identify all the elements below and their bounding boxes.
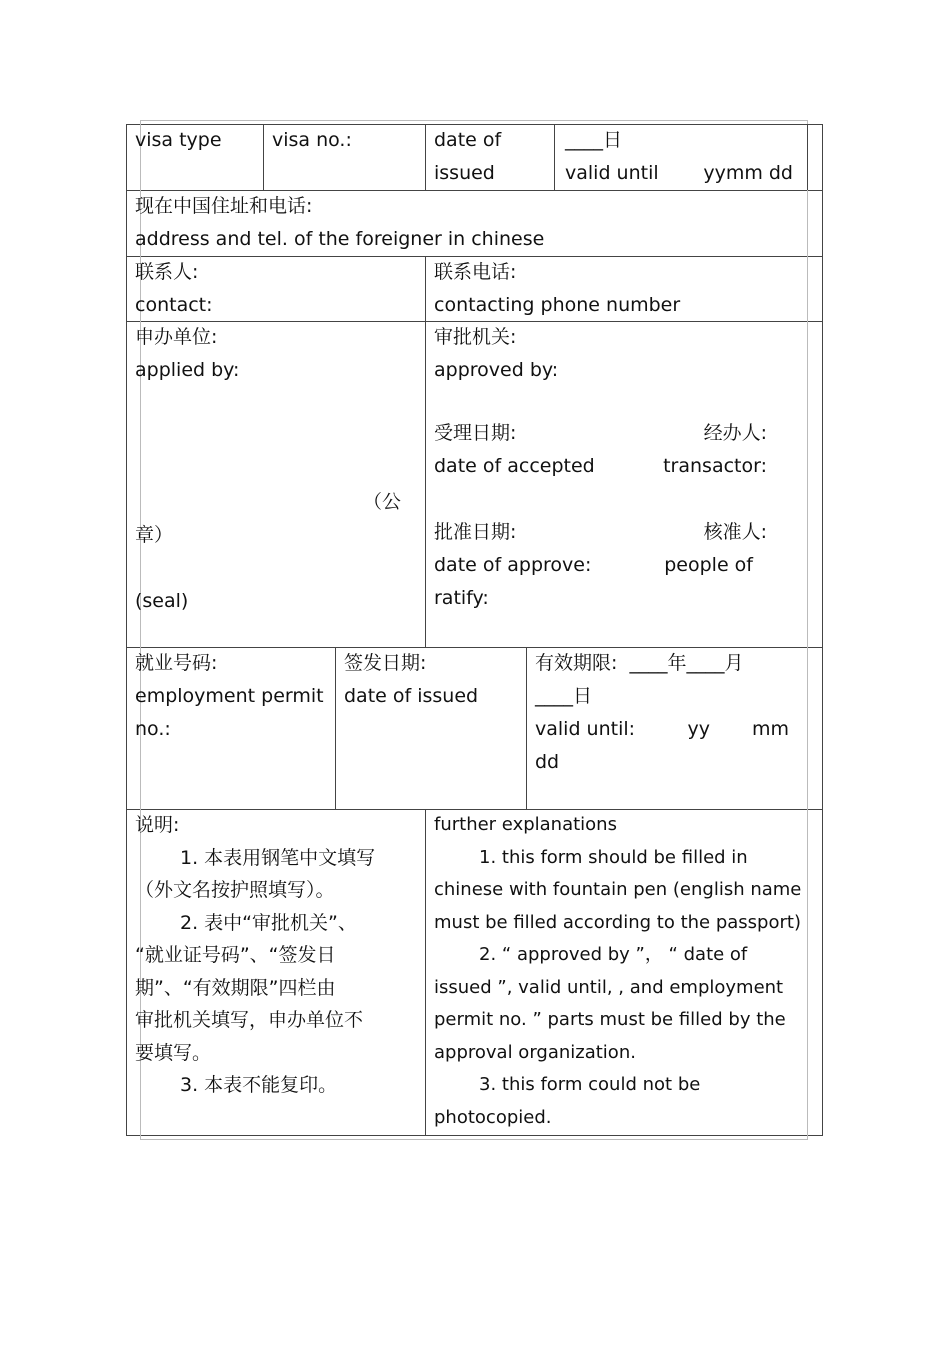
approved-by-cell (426, 321, 807, 647)
visa-type-cell (127, 124, 263, 190)
validity-label-cn: 有效期限: (535, 652, 618, 674)
address-label-en: address and tel. of the foreigner in chinese (135, 228, 545, 250)
seal-label-cn-1: （公 (362, 491, 401, 513)
note-cn-1a: 1. 本表用钢笔中文填写 (180, 846, 376, 869)
address-cell (127, 190, 822, 256)
valid-until-label: valid until (565, 162, 659, 184)
note-en-1b: chinese with fountain pen (english name (434, 879, 802, 900)
note-en-2a: 2. “ approved by ”， “ date of (479, 944, 748, 965)
permit-no-label-en-2: no.: (135, 718, 171, 740)
date-issued-label-2: issued (434, 162, 495, 184)
notes-en-cell (426, 809, 822, 1135)
applied-by-label-cn: 申办单位: (135, 326, 218, 348)
validity-day-blank: ____日 (535, 685, 593, 707)
col-divider (807, 124, 808, 190)
permit-no-label-en-1: employment permit (135, 685, 324, 707)
permit-no-label-cn: 就业号码: (135, 652, 218, 674)
validity-dd: dd (535, 751, 560, 773)
table-border-bottom (126, 1135, 823, 1136)
ratifier-label-cn: 核准人: (703, 521, 767, 543)
note-cn-1b: （外文名按护照填写）。 (135, 879, 335, 901)
phone-cell (426, 256, 807, 321)
notes-cn-title: 说明: (135, 814, 180, 836)
note-en-2b: issued ”, valid until, , and employment (434, 976, 784, 998)
contact-cell (127, 256, 425, 321)
ratifier-label-en-1: people of (664, 554, 753, 576)
note-en-2d: approval organization. (434, 1041, 636, 1063)
validity-cell (527, 647, 807, 809)
issue-date-cell (336, 647, 526, 809)
note-cn-3: 3. 本表不能复印。 (180, 1074, 338, 1096)
note-en-1c: must be filled according to the passport) (434, 911, 801, 933)
applied-by-label-en: applied by: (135, 359, 240, 381)
table-border-right (822, 124, 823, 1136)
validity-yy: yy (687, 718, 710, 740)
note-cn-2c: 期”、“有效期限”四栏由 (135, 976, 336, 999)
issue-date-label-cn: 签发日期: (344, 652, 427, 674)
validity-label-en: valid until: (535, 718, 636, 740)
issue-date-label-en: date of issued (344, 685, 479, 707)
note-en-2c: permit no. ” parts must be filled by the (434, 1009, 786, 1030)
phone-label-en: contacting phone number (434, 294, 681, 316)
transactor-label-en: transactor: (663, 455, 767, 477)
applied-by-cell (127, 321, 425, 647)
contact-label-cn: 联系人: (135, 261, 199, 283)
visa-no-cell (264, 124, 425, 190)
faint-guide (140, 120, 808, 121)
ratifier-label-en-2: ratify: (434, 587, 489, 609)
date-issued-cell (426, 124, 554, 190)
notes-cn-cell (127, 809, 425, 1135)
faint-guide (140, 1139, 808, 1140)
note-en-1a: 1. this form should be filled in (479, 846, 748, 868)
seal-label-cn-2: 章） (135, 524, 174, 546)
approve-date-label-en: date of approve: (434, 554, 592, 576)
note-cn-2d: 审批机关填写，申办单位不 (135, 1009, 364, 1031)
note-cn-2e: 要填写。 (135, 1041, 212, 1064)
visa-no-label: visa no.: (272, 129, 352, 151)
address-label-cn: 现在中国住址和电话: (135, 195, 313, 217)
transactor-label-cn: 经办人: (703, 422, 767, 444)
approve-date-label-cn: 批准日期: (434, 521, 517, 543)
seal-label-en: (seal) (135, 590, 189, 612)
visa-type-label: visa type (135, 129, 222, 151)
validity-mm: mm (751, 718, 789, 740)
date-format-label: yymm dd (703, 162, 793, 184)
validity-blanks: ____年____月 (629, 652, 744, 674)
day-blank: ____日 (565, 129, 623, 151)
valid-until-cell (555, 124, 807, 190)
phone-label-cn: 联系电话: (434, 261, 517, 283)
note-cn-2a: 2. 表中“审批机关”、 (180, 911, 357, 934)
approved-by-label-en: approved by: (434, 359, 559, 381)
notes-en-title: further explanations (434, 814, 617, 835)
note-cn-2b: “就业证号码”、“签发日 (135, 944, 336, 966)
note-en-3a: 3. this form could not be (479, 1074, 701, 1095)
accept-date-label-cn: 受理日期: (434, 422, 517, 444)
date-issued-label-1: date of (434, 129, 502, 151)
accept-date-label-en: date of accepted (434, 455, 595, 477)
note-en-3b: photocopied. (434, 1106, 552, 1128)
contact-label-en: contact: (135, 294, 213, 316)
approved-by-label-cn: 审批机关: (434, 326, 517, 348)
permit-no-cell (127, 647, 335, 809)
